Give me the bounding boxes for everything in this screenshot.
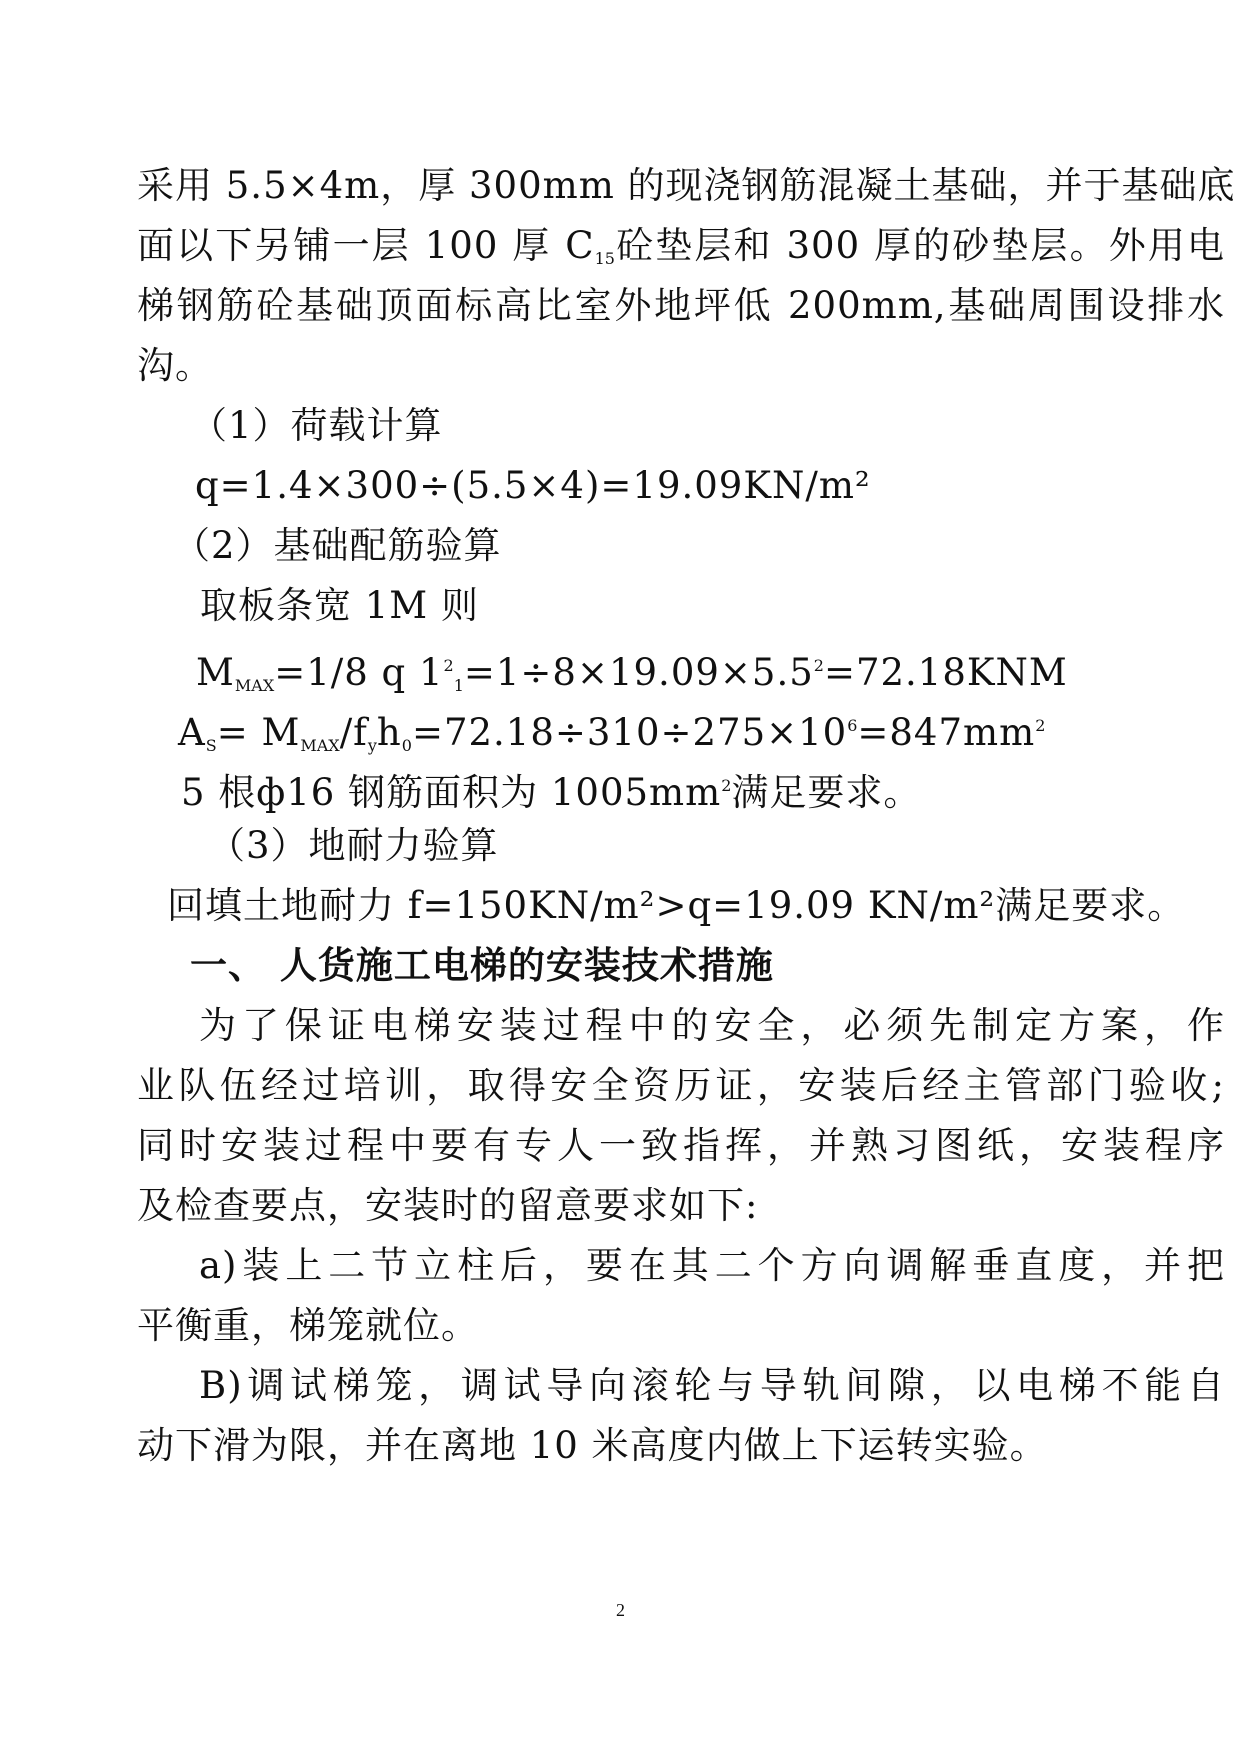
subscript: S	[205, 736, 217, 755]
steel-area-formula	[178, 703, 1045, 769]
superscript: 6	[847, 716, 858, 735]
step-b-line: 动下滑为限，并在离地 10 米高度内做上下运转实验。	[137, 1424, 1048, 1467]
page-number: 2	[616, 1600, 625, 1620]
paragraph-line: 同时安装过程中要有专人一致指挥，并熟习图纸，安装程序	[137, 1124, 1225, 1167]
section-heading: 一、 人货施工电梯的安装技术措施	[190, 944, 774, 987]
formula-part: 5 根ф16 钢筋面积为 1005mm	[181, 771, 722, 814]
formula-part: 满足要求。	[731, 771, 922, 814]
intro-line-1	[137, 163, 1236, 209]
moment-formula	[196, 643, 1068, 709]
formula-part: M	[196, 651, 235, 694]
formula-part: = M	[216, 711, 301, 754]
step-a-line: a)装上二节立柱后，要在其二个方向调解垂直度，并把	[199, 1244, 1225, 1287]
load-calc-title: （1）荷载计算	[190, 404, 443, 447]
rebar-area-text	[181, 763, 921, 816]
formula-part: A	[178, 711, 206, 754]
step-b-line: B)调试梯笼，调试导向滚轮与导轨间隙，以电梯不能自	[199, 1364, 1225, 1407]
intro-text: 砼垫层和 300 厚的砂垫层。外用电	[614, 224, 1225, 267]
superscript: 2	[721, 776, 732, 795]
formula-part: =847mm	[857, 711, 1036, 754]
superscript: 2	[1035, 716, 1046, 735]
subscript: 1	[453, 676, 464, 695]
formula-part: /f	[339, 711, 368, 754]
step-a-line: 平衡重，梯笼就位。	[137, 1304, 479, 1347]
subscript: y	[367, 736, 377, 755]
formula-part: =1/8 q 1	[274, 651, 444, 694]
paragraph-line: 业队伍经过培训，取得安全资历证，安装后经主管部门验收;	[137, 1064, 1225, 1107]
subscript: 15	[594, 249, 615, 268]
subscript: 0	[401, 736, 412, 755]
formula-part: h	[376, 711, 402, 754]
subscript: MAX	[300, 736, 340, 755]
intro-text: 面以下另铺一层 100 厚 C	[137, 224, 595, 267]
superscript: 2	[443, 656, 454, 675]
intro-text: 沟。	[137, 344, 213, 387]
intro-line-4	[137, 343, 213, 389]
paragraph-line: 及检查要点，安装时的留意要求如下:	[137, 1184, 759, 1227]
paragraph-line: 为了保证电梯安装过程中的安全，必须先制定方案，作	[199, 1004, 1225, 1047]
formula-part: =1÷8×19.09×5.5	[463, 651, 814, 694]
intro-text: 采用 5.5×4m，厚 300mm 的现浇钢筋混凝土基础，并于基础底	[137, 164, 1236, 207]
intro-line-3	[137, 283, 1225, 329]
strip-width-text: 取板条宽 1M 则	[200, 584, 479, 627]
load-calc-formula: q=1.4×300÷(5.5×4)=19.09KN/m²	[195, 464, 871, 507]
formula-part: =72.18KNM	[823, 651, 1068, 694]
rebar-check-title: （2）基础配筋验算	[173, 524, 502, 567]
intro-line-2	[137, 223, 1225, 282]
formula-part: =72.18÷310÷275×10	[411, 711, 848, 754]
bearing-check-text: 回填土地耐力 f=150KN/m²>q=19.09 KN/m²满足要求。	[167, 884, 1186, 927]
bearing-check-title: （3）地耐力验算	[208, 824, 499, 867]
superscript: 2	[813, 656, 824, 675]
subscript: MAX	[234, 676, 275, 695]
intro-text: 梯钢筋砼基础顶面标高比室外地坪低 200mm,基础周围设排水	[137, 284, 1225, 327]
